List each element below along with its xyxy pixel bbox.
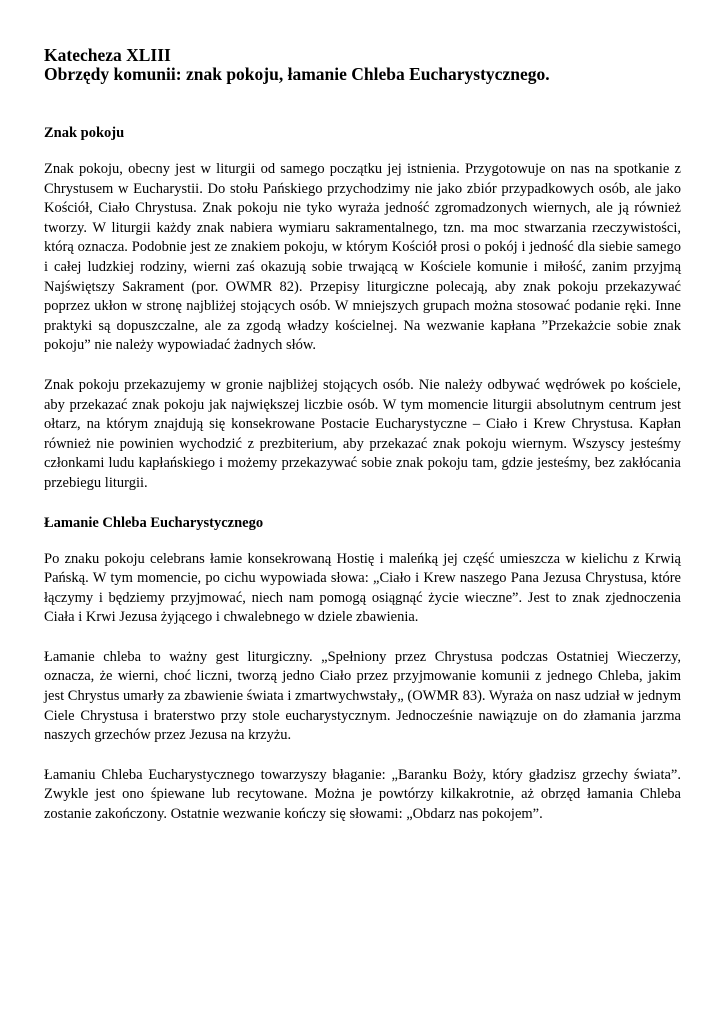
paragraph: Znak pokoju, obecny jest w liturgii od samego początku jej istnienia. Przygotowuje on nas na spotkanie z Chrystusem w Eucharystii. Do stołu Pańskiego przychodzimy nie jako zbiór przypadkowych osób, ale jako Kościół, Ciało Chrystusa. Znak pokoju nie tyko wyraża jedność zgromadzonych wiernych, ale ją również tworzy. W liturgii każdy znak nabiera wymiaru sakramentalnego, tzn. ma moc stwarzania rzeczywistości, którą oznacza. Podobnie jest ze znakiem pokoju, w którym Kościół prosi o pokój i jedność dla siebie samego i całej ludzkiej rodziny, wierni zaś okazują sobie trwającą w Kościele komunie i miłość, zanim przyjmą Najświętszy Sakrament (por. OWMR 82). Przepisy liturgiczne polecają, aby znak pokoju przekazywać poprzez ukłon w stronę najbliżej stojących osób. W mniejszych grupach można stosować podanie ręki. Inne praktyki są dopuszczalne, ale za zgodą władzy kościelnej. Na wezwanie kapłana ”Przekażcie sobie znak pokoju” nie należy wypowiadać żadnych słów. [44,161,681,354]
section-znak-pokoju [44,124,681,494]
title-line-1: Katecheza XLIII [44,45,171,65]
section-heading: Znak pokoju [44,125,125,141]
paragraph: Po znaku pokoju celebrans łamie konsekrowaną Hostię i maleńką jej część umieszcza w kielichu z Krwią Pańską. W tym momencie, po cichu wypowiada słowa: „Ciało i Krew naszego Pana Jezusa Chrystusa, które łączymy i będziemy przyjmować, niech nam pomogą osiągnąć życie wieczne”. Jest to znak zjednoczenia Ciała i Krwi Jezusa żyjącego i chwalebnego w dziele zbawienia. [44,550,681,626]
document-title [44,46,681,84]
paragraph: Łamaniu Chleba Eucharystycznego towarzyszy błaganie: „Baranku Boży, który gładzisz grzechy świata”. Zwykle jest ono śpiewane lub recytowane. Można je powtórzy kilkakrotnie, aż obrzęd łamania Chleba zostanie zakończony. Ostatnie wezwanie kończy się słowami: „Obdarz nas pokojem”. [44,766,681,823]
section-heading: Łamanie Chleba Eucharystycznego [44,514,264,531]
paragraph: Łamanie chleba to ważny gest liturgiczny. „Spełniony przez Chrystusa podczas Ostatniej Wieczerzy, oznacza, że wierni, choć liczni, tworzą jedno Ciało przez przyjmowanie komunii z jednego Chleba, jakim jest Chrystus umarły za zbawienie świata i zmartwychwstały„ (OWMR 83). Wyraża on nasz udział w jednym Ciele Chrystusa i braterstwo przy stole eucharystycznym. Jednocześnie nawiązuje on do złamania jarzma naszych grzechów przez Jezusa na krzyżu. [44,648,681,744]
paragraph: Znak pokoju przekazujemy w gronie najbliżej stojących osób. Nie należy odbywać wędrówek po kościele, aby przekazać znak pokoju jak największej liczbie osób. W tym momencie liturgii absolutnym centrum jest ołtarz, na którym znajdują się konsekrowane Postacie Eucharystyczne – Ciało i Krew Chrystusa. Kapłan również nie powinien wychodzić z prezbiterium, aby przekazać znak pokoju wiernym. Wszyscy jesteśmy członkami ludu kapłańskiego i możemy przekazywać sobie znak pokoju tam, gdzie jesteśmy, bez zakłócania przebiegu liturgii. [44,376,681,491]
section-lamanie-chleba [44,514,681,825]
title-line-2: Obrzędy komunii: znak pokoju, łamanie Chleba Eucharystycznego. [44,64,550,84]
document-page [44,46,681,825]
